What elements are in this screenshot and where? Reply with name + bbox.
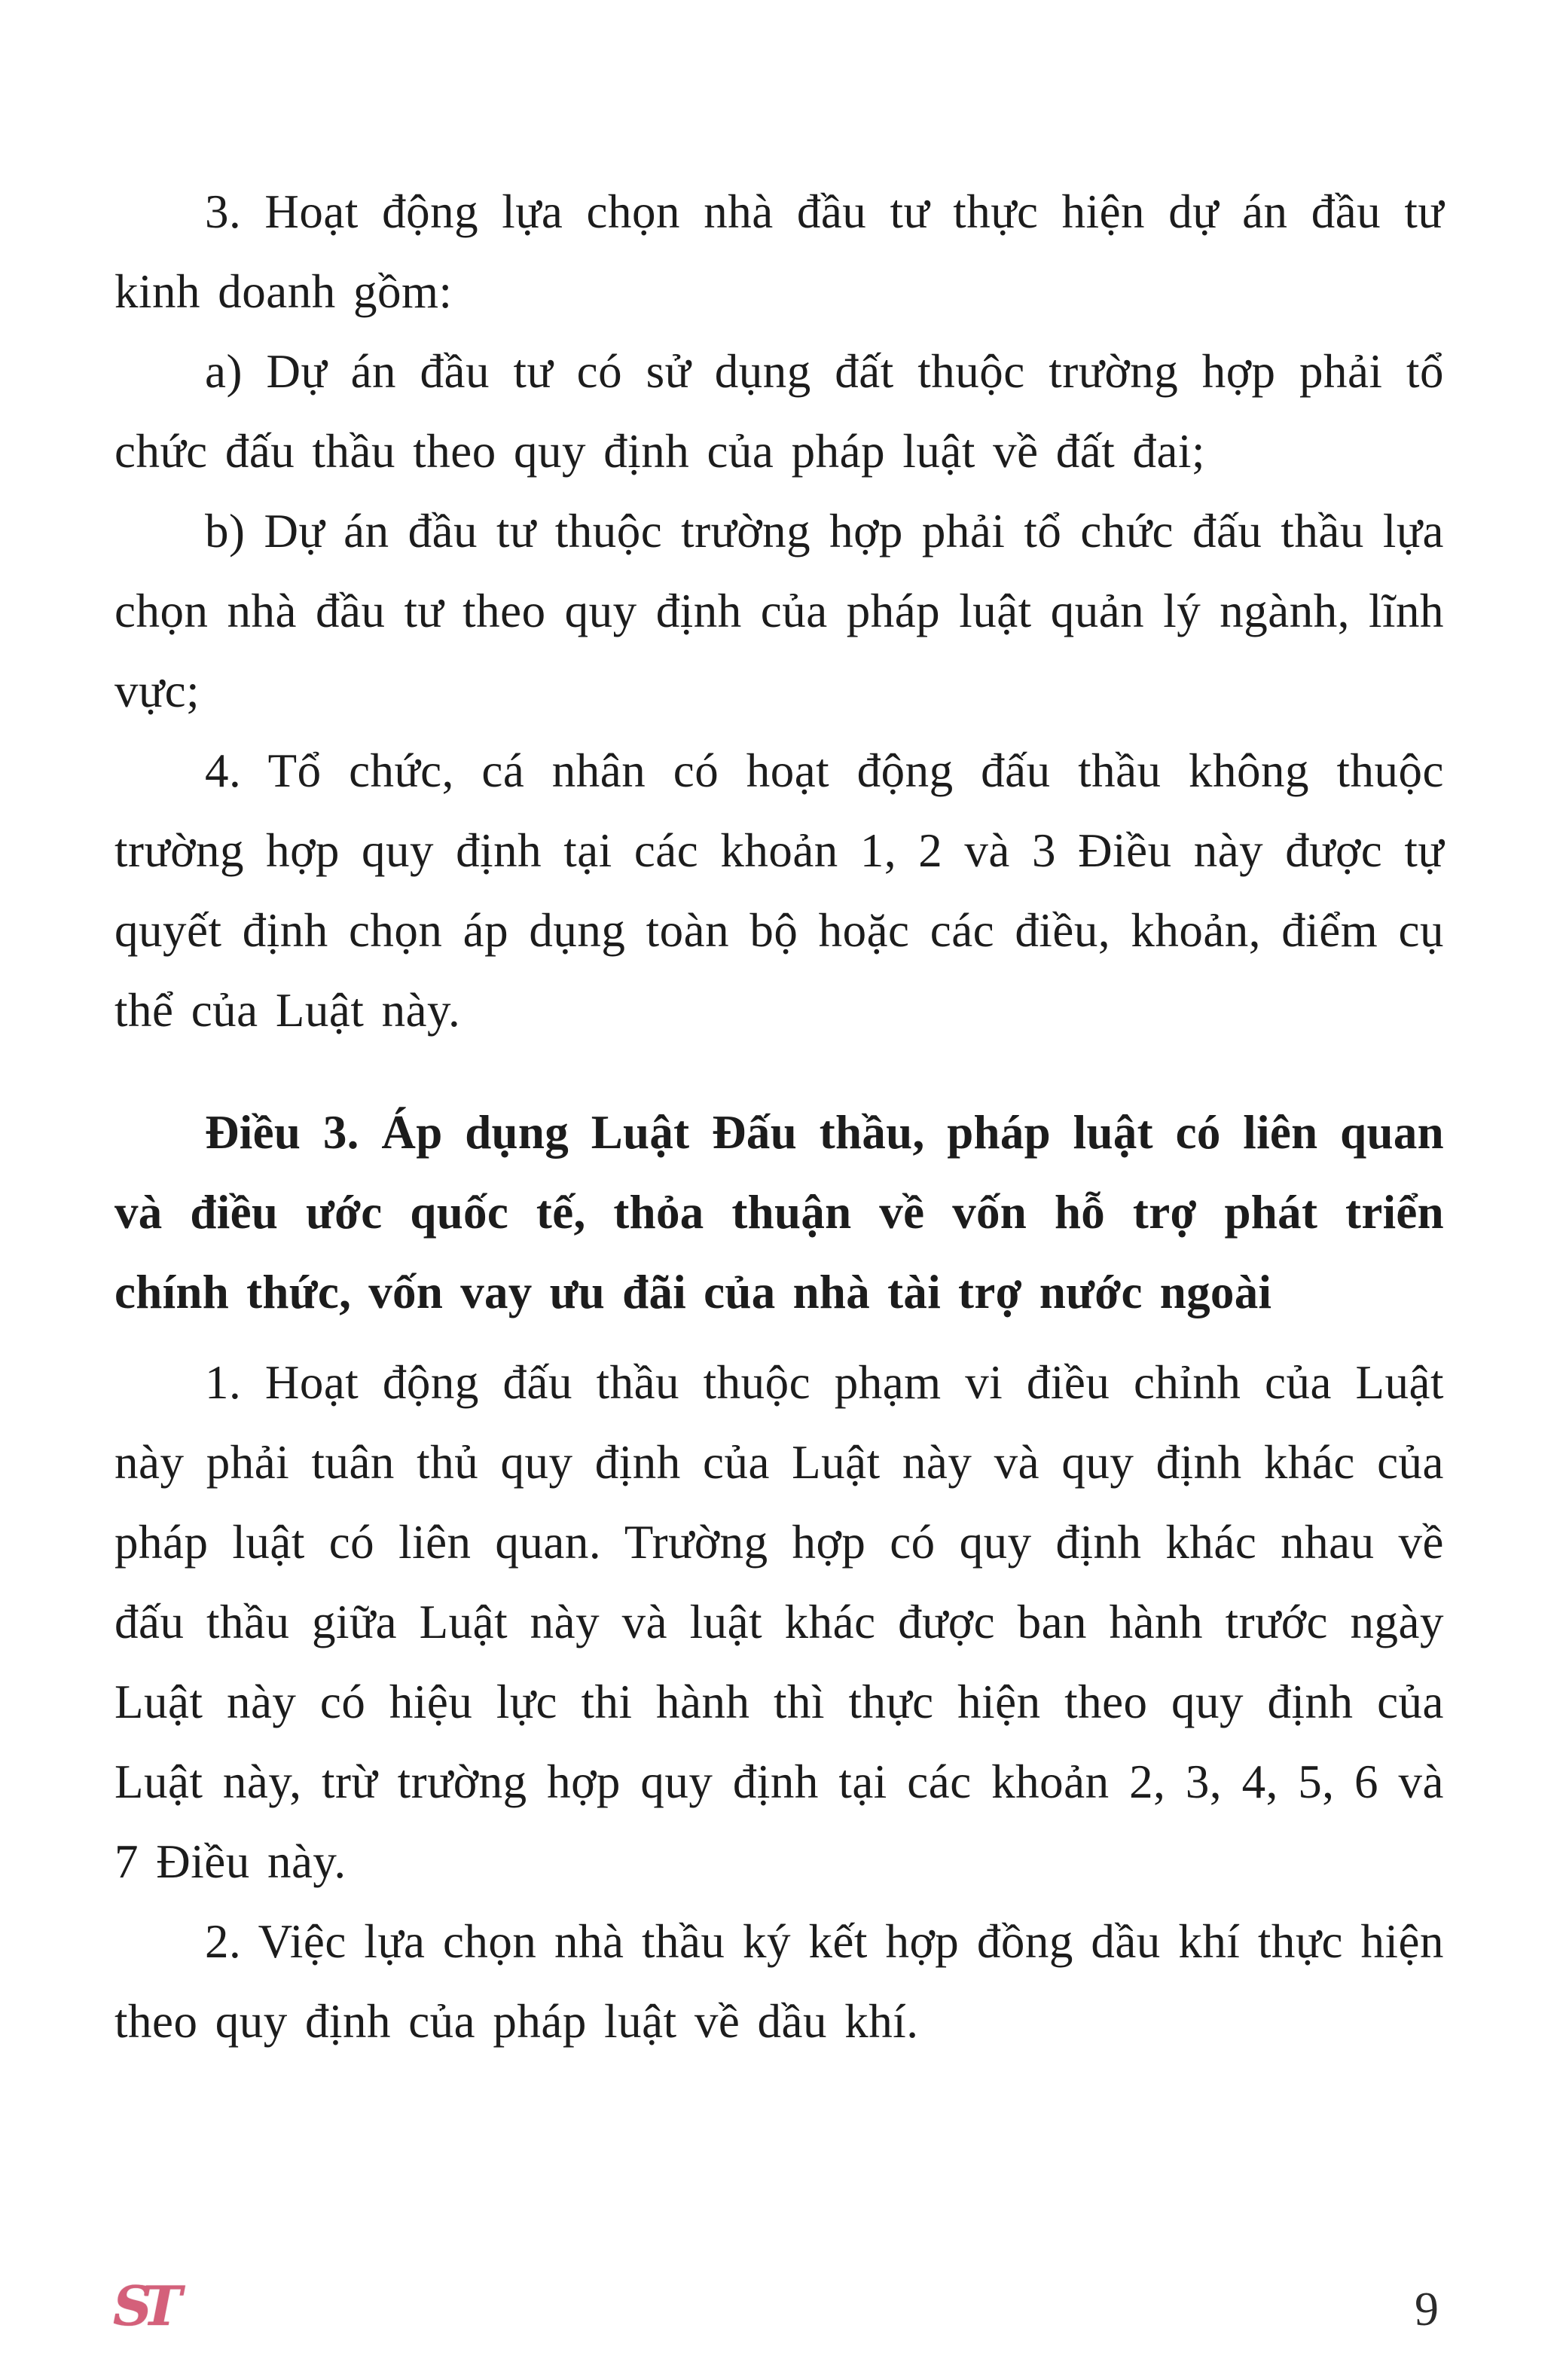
paragraph-article3-clause-1: 1. Hoạt động đấu thầu thuộc phạm vi điều chỉnh của Luật này phải tuân thủ quy định của Luật này và quy định khác của pháp luật có liên quan. Trường hợp có quy định khác nhau về đấu thầu giữa Luật này và luật khác được ban hành trước ngày Luật này có hiệu lực thi hành thì thực hiện theo quy định của Luật này, trừ trường hợp quy định tại các khoản 2, 3, 4, 5, 6 và 7 Điều này. — [114, 1356, 1444, 1888]
page-footer — [113, 2274, 1439, 2338]
paragraph-point-b: b) Dự án đầu tư thuộc trường hợp phải tổ chức đấu thầu lựa chọn nhà đầu tư theo quy định của pháp luật quản lý ngành, lĩnh vực; — [114, 505, 1444, 717]
paragraph-article3-clause-2: 2. Việc lựa chọn nhà thầu ký kết hợp đồng dầu khí thực hiện theo quy định của pháp luật về dầu khí. — [114, 1915, 1444, 2048]
paragraph-clause-3: 3. Hoạt động lựa chọn nhà đầu tư thực hiện dự án đầu tư kinh doanh gồm: — [114, 185, 1444, 318]
page-number: 9 — [1415, 2282, 1439, 2336]
page-content — [114, 172, 1444, 2061]
paragraph-point-a: a) Dự án đầu tư có sử dụng đất thuộc trường hợp phải tổ chức đấu thầu theo quy định của pháp luật về đất đai; — [114, 345, 1444, 478]
paragraph-clause-4: 4. Tổ chức, cá nhân có hoạt động đấu thầu không thuộc trường hợp quy định tại các khoản 1, 2 và 3 Điều này được tự quyết định chọn áp dụng toàn bộ hoặc các điều, khoản, điểm cụ thể của Luật này. — [114, 744, 1444, 1037]
publisher-logo: ST — [113, 2274, 172, 2338]
article-3-heading: Điều 3. Áp dụng Luật Đấu thầu, pháp luật có liên quan và điều ước quốc tế, thỏa thuận về vốn hỗ trợ phát triển chính thức, vốn vay ưu đãi của nhà tài trợ nước ngoài — [114, 1106, 1444, 1318]
